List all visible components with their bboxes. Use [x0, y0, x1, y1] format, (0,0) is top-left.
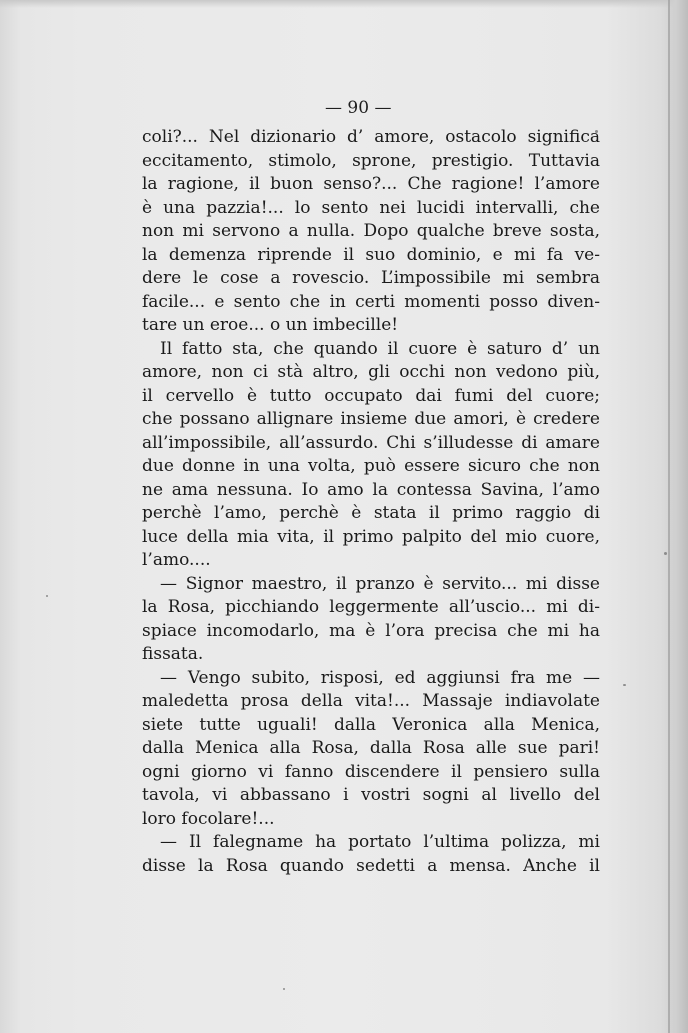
text-line: perchè l’amo, perchè è stata il primo raggio di [142, 503, 600, 523]
text-line: facile... e sento che in certi momenti posso diven- [142, 291, 600, 312]
text-line: la ragione, il buon senso?... Che ragione! l’amore [142, 174, 600, 194]
text-line: tavola, vi abbassano i vostri sogni al livello del [142, 785, 600, 805]
text-line: la Rosa, picchiando leggermente all’uscio... mi di- [142, 597, 600, 617]
text-line: amore, non ci stà altro, gli occhi non vedono più, [142, 362, 600, 382]
text-line: — Il falegname ha portato l’ultima polizza, mi [160, 832, 600, 852]
text-line: fissata. [142, 644, 204, 664]
text-line: luce della mia vita, il primo palpito del mio cuore, [142, 526, 600, 547]
text-line: — Vengo subito, risposi, ed aggiunsi fra me — [160, 667, 600, 688]
paper-speck [664, 552, 667, 555]
text-line: non mi servono a nulla. Dopo qualche breve sosta, [142, 221, 600, 241]
text-line: ogni giorno vi fanno discendere il pensiero sulla [142, 761, 600, 782]
text-line: tare un eroe... o un imbecille! [142, 315, 399, 335]
text-line: dere le cose a rovescio. L’impossibile mi sembra [142, 268, 600, 288]
text-line: dalla Menica alla Rosa, dalla Rosa alle sue pari! [142, 738, 600, 758]
text-line: maledetta prosa della vita!... Massaje indiavolate [142, 691, 600, 711]
text-line: siete tutte uguali! dalla Veronica alla Menica, [142, 714, 600, 735]
text-line: spiace incomodarlo, ma è l’ora precisa che mi ha [142, 620, 600, 641]
page-binding-line [668, 0, 670, 1033]
text-line: l’amo.... [142, 550, 211, 570]
paper-speck [46, 595, 48, 597]
text-line: è una pazzia!... lo sento nei lucidi intervalli, che [142, 197, 600, 218]
text-line: due donne in una volta, può essere sicuro che non [142, 456, 600, 476]
page-top-shadow [0, 0, 688, 8]
text-line: che possano allignare insieme due amori, è credere [142, 409, 600, 429]
text-line: il cervello è tutto occupato dai fumi del cuore; [142, 385, 600, 406]
paper-speck [283, 988, 285, 990]
text-line: ne ama nessuna. Io amo la contessa Savina, l’amo [142, 479, 600, 500]
text-line: Il fatto sta, che quando il cuore è saturo d’ un [160, 338, 600, 359]
text-line: disse la Rosa quando sedetti a mensa. Anche il [142, 855, 600, 876]
page-number: — 90 — [325, 98, 392, 118]
text-line: la demenza riprende il suo dominio, e mi fa ve- [142, 244, 600, 265]
text-line: eccitamento, stimolo, sprone, prestigio. Tuttavia [142, 150, 600, 171]
body-text [142, 126, 600, 878]
paper-speck [623, 684, 626, 686]
text-line: all’impossibile, all’assurdo. Chi s’illudesse di amare [142, 432, 600, 453]
text-line: coli?... Nel dizionario d’ amore, ostacolo significa [142, 127, 600, 147]
text-line: loro focolare!... [142, 808, 275, 829]
text-line: — Signor maestro, il pranzo è servito... mi disse [160, 573, 600, 594]
